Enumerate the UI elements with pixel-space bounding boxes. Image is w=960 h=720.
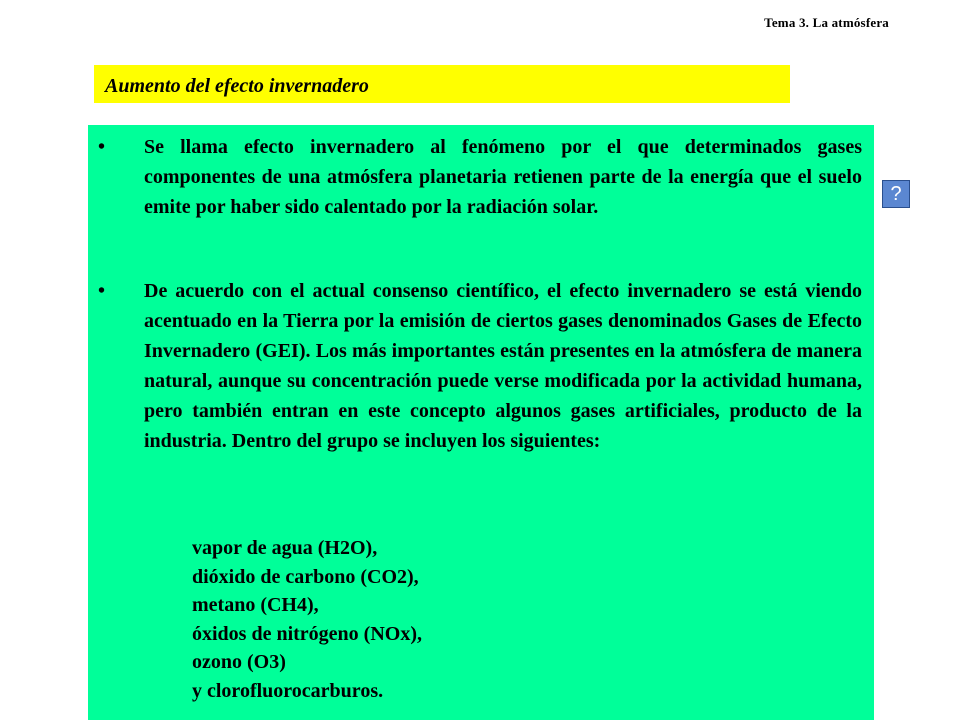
paragraph-definition: Se llama efecto invernadero al fenómeno por el que determinados gases componentes de una atmósfera planetaria retienen parte de la energía que el suelo emite por haber sido calentado por la radiación solar. [144,136,862,218]
gas-item-water-vapor: vapor de agua (H2O), [192,537,378,559]
bullet-marker: • [98,136,106,158]
gas-item-ozone: ozono (O3) [192,651,286,673]
gas-item-carbon-dioxide: dióxido de carbono (CO2), [192,565,419,588]
gas-item-methane: metano (CH4), [192,594,319,616]
slide-title: Aumento del efecto invernadero [94,65,790,103]
content-panel [88,125,874,720]
gas-list [192,534,422,705]
gas-item-nitrogen-oxides: óxidos de nitrógeno (NOx), [192,622,422,645]
gas-item-chlorofluorocarbons: y clorofluorocarburos. [192,679,384,702]
help-button[interactable] [882,180,910,208]
paragraph-consensus: De acuerdo con el actual consenso científico, el efecto invernadero se está viendo acentuado en la Tierra por la emisión de ciertos gases denominados Gases de Efecto Invernadero (GEI). Los más importantes están presentes en la atmósfera de manera natural, aunque su concentración puede verse modificada por la actividad humana, pero también entran en este concepto algunos gases artificiales, producto de la industria. Dentro del grupo se incluyen los siguientes: [144,280,862,452]
question-mark-icon: ? [890,182,902,205]
bullet-marker: • [98,280,106,302]
page-header: Tema 3. La atmósfera [764,15,889,30]
